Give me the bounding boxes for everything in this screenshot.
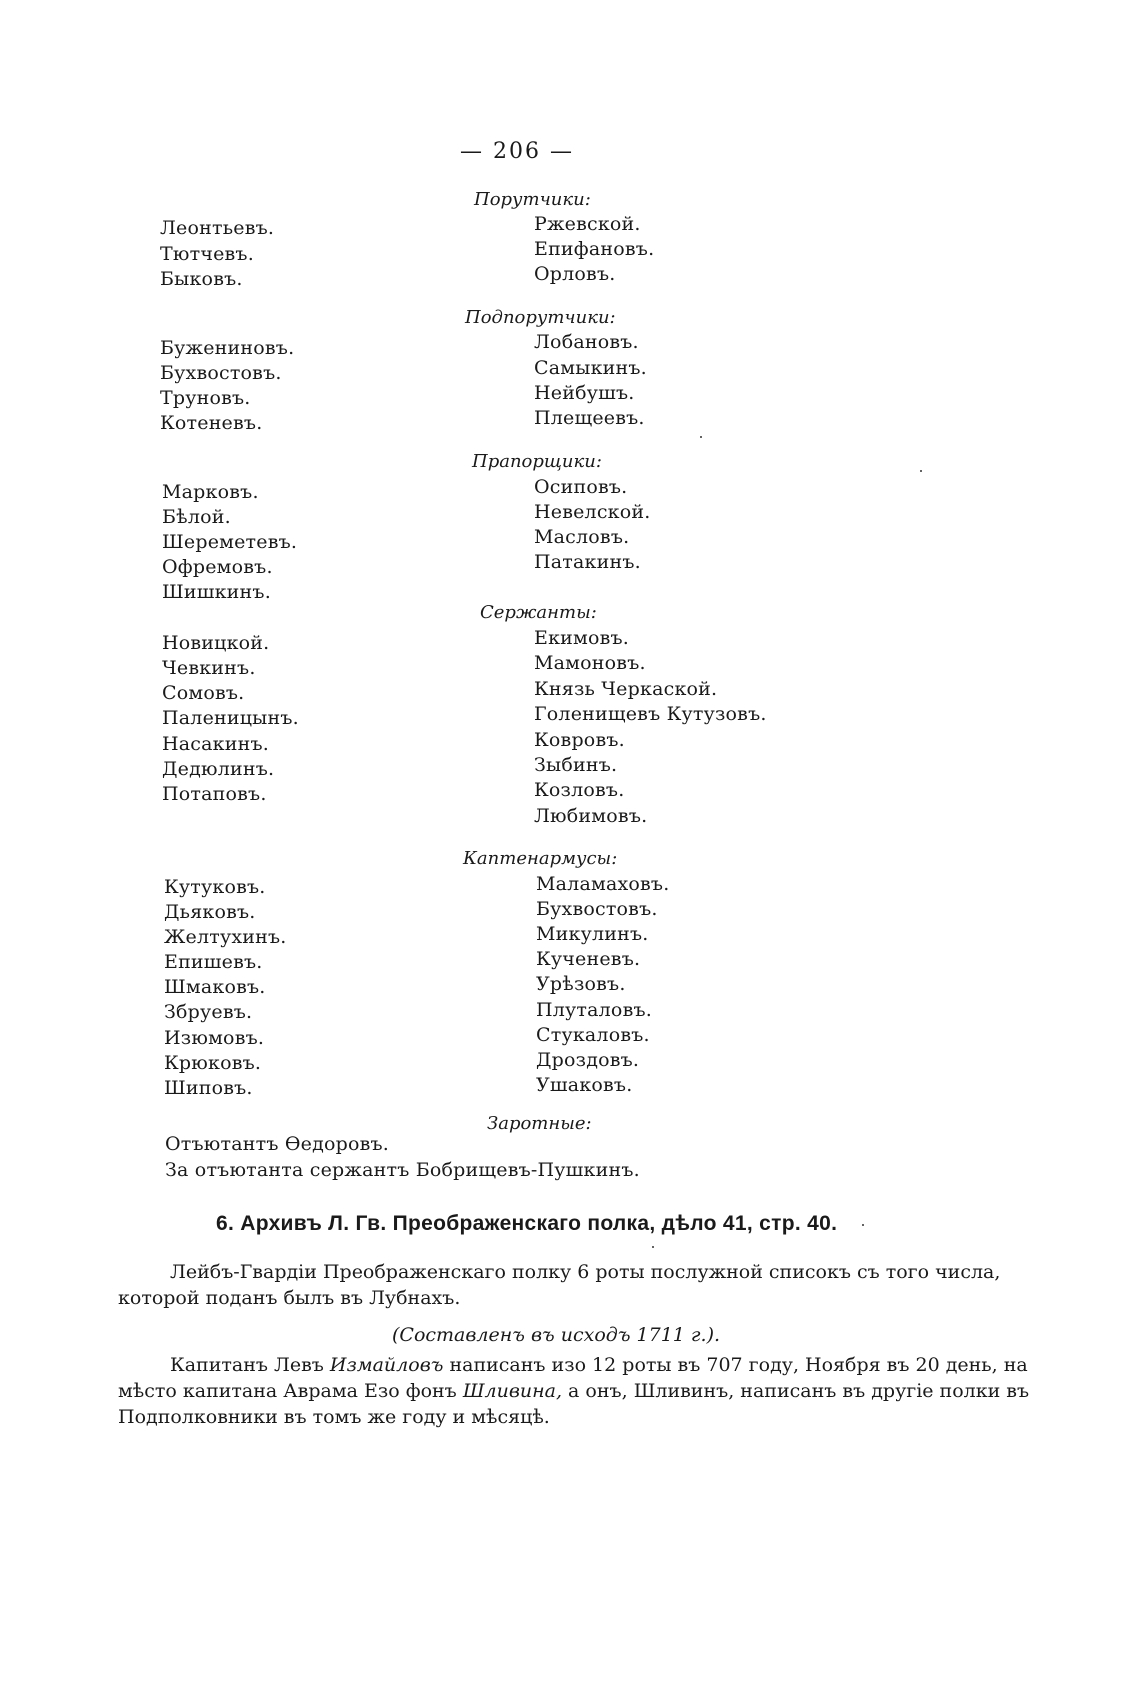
name-entry: Мамоновъ. — [534, 652, 646, 674]
print-speck — [652, 1246, 654, 1248]
compiled-note: (Составленъ въ исходъ 1711 г.). — [392, 1324, 721, 1346]
name-entry: Шиповъ. — [164, 1077, 253, 1099]
section-heading: Порутчики: — [474, 189, 591, 210]
paragraph-line — [118, 1378, 1030, 1405]
name-entry: Кутуковъ. — [164, 876, 266, 898]
name-entry: Дьяковъ. — [164, 901, 256, 923]
name-entry: Марковъ. — [162, 481, 259, 503]
name-entry: Бухвостовъ. — [160, 362, 282, 384]
name-entry: Шереметевъ. — [162, 531, 298, 553]
name-entry: Шишкинъ. — [162, 581, 271, 603]
name-entry: Офремовъ. — [162, 556, 273, 578]
name-entry: Любимовъ. — [534, 805, 648, 827]
name-entry: Лобановъ. — [534, 331, 639, 353]
page-number: — 206 — — [460, 139, 574, 164]
name-entry: Невелской. — [534, 501, 651, 523]
zarotnye-line: Отъютантъ Өедоровъ. — [165, 1133, 390, 1155]
name-entry: Дроздовъ. — [536, 1049, 640, 1071]
paragraph-text: а онъ, Шливинъ, написанъ въ другіе полки въ — [562, 1380, 1030, 1402]
name-entry: Ковровъ. — [534, 729, 625, 751]
name-entry: Бѣлой. — [162, 506, 231, 528]
paragraph-text: мѣсто капитана Аврама Езо фонъ — [118, 1380, 463, 1402]
name-entry: Насакинъ. — [162, 733, 269, 755]
name-entry: Желтухинъ. — [164, 926, 287, 948]
person-name: Шливина, — [462, 1380, 563, 1402]
section-heading: Сержанты: — [480, 602, 597, 623]
name-entry: Новицкой. — [162, 632, 270, 654]
name-entry: Крюковъ. — [164, 1052, 262, 1074]
name-entry: Леонтьевъ. — [160, 217, 275, 239]
name-entry: Бухвостовъ. — [536, 898, 658, 920]
name-entry: Маламаховъ. — [536, 873, 670, 895]
name-entry: Тютчевъ. — [160, 243, 254, 265]
name-entry: Зыбинъ. — [534, 754, 618, 776]
zarotnye-line: За отъютанта сержантъ Бобрищевъ-Пушкинъ. — [165, 1159, 640, 1181]
name-entry: Самыкинъ. — [534, 357, 647, 379]
name-entry: Труновъ. — [160, 387, 251, 409]
print-speck — [920, 470, 922, 472]
name-entry: Сомовъ. — [162, 682, 245, 704]
name-entry: Ушаковъ. — [536, 1074, 633, 1096]
paragraph-text: Капитанъ Левъ — [170, 1354, 330, 1376]
name-entry: Осиповъ. — [534, 476, 628, 498]
person-name: Измайловъ — [329, 1354, 444, 1376]
section-heading: Подпорутчики: — [465, 307, 616, 328]
name-entry: Дедюлинъ. — [162, 758, 275, 780]
print-speck — [862, 1224, 864, 1226]
paragraph-line: которой поданъ былъ въ Лубнахъ. — [118, 1287, 461, 1309]
name-entry: Епифановъ. — [534, 238, 655, 260]
name-entry: Нейбушъ. — [534, 382, 635, 404]
name-entry: Потаповъ. — [162, 783, 267, 805]
name-entry: Кученевъ. — [536, 948, 641, 970]
name-entry: Шмаковъ. — [164, 976, 266, 998]
name-entry: Быковъ. — [160, 268, 243, 290]
name-entry: Чевкинъ. — [162, 657, 256, 679]
name-entry: Паленицынъ. — [162, 707, 299, 729]
name-entry: Изюмовъ. — [164, 1027, 265, 1049]
section-heading: Прапорщики: — [472, 451, 602, 472]
name-entry: Епишевъ. — [164, 951, 263, 973]
name-entry: Масловъ. — [534, 526, 630, 548]
name-entry: Екимовъ. — [534, 627, 630, 649]
print-speck — [700, 436, 702, 438]
section-heading-zarotnye: Заротные: — [487, 1113, 592, 1134]
name-entry: Ржевской. — [534, 213, 641, 235]
paragraph-line — [170, 1352, 1028, 1379]
paragraph-line: Лейбъ-Гвардіи Преображенскаго полку 6 роты послужной списокъ съ того числа, — [170, 1261, 1001, 1283]
name-entry: Стукаловъ. — [536, 1024, 650, 1046]
name-entry: Микулинъ. — [536, 923, 649, 945]
section-heading: Каптенармусы: — [463, 848, 618, 869]
name-entry: Князь Черкаской. — [534, 678, 718, 700]
name-entry: Патакинъ. — [534, 551, 641, 573]
name-entry: Плещеевъ. — [534, 407, 645, 429]
name-entry: Плуталовъ. — [536, 999, 652, 1021]
name-entry: Голенищевъ Кутузовъ. — [534, 703, 767, 725]
name-entry: Урѣзовъ. — [536, 973, 626, 995]
name-entry: Бужениновъ. — [160, 337, 295, 359]
section-title: 6. Архивъ Л. Гв. Преображенскаго полка, дѣло 41, стр. 40. — [216, 1212, 838, 1235]
paragraph-line: Подполковники въ томъ же году и мѣсяцѣ. — [118, 1406, 550, 1428]
name-entry: Козловъ. — [534, 779, 625, 801]
name-entry: Збруевъ. — [164, 1001, 253, 1023]
name-entry: Орловъ. — [534, 263, 616, 285]
paragraph-text: написанъ изо 12 роты въ 707 году, Ноября въ 20 день, на — [443, 1354, 1028, 1376]
name-entry: Котеневъ. — [160, 412, 263, 434]
